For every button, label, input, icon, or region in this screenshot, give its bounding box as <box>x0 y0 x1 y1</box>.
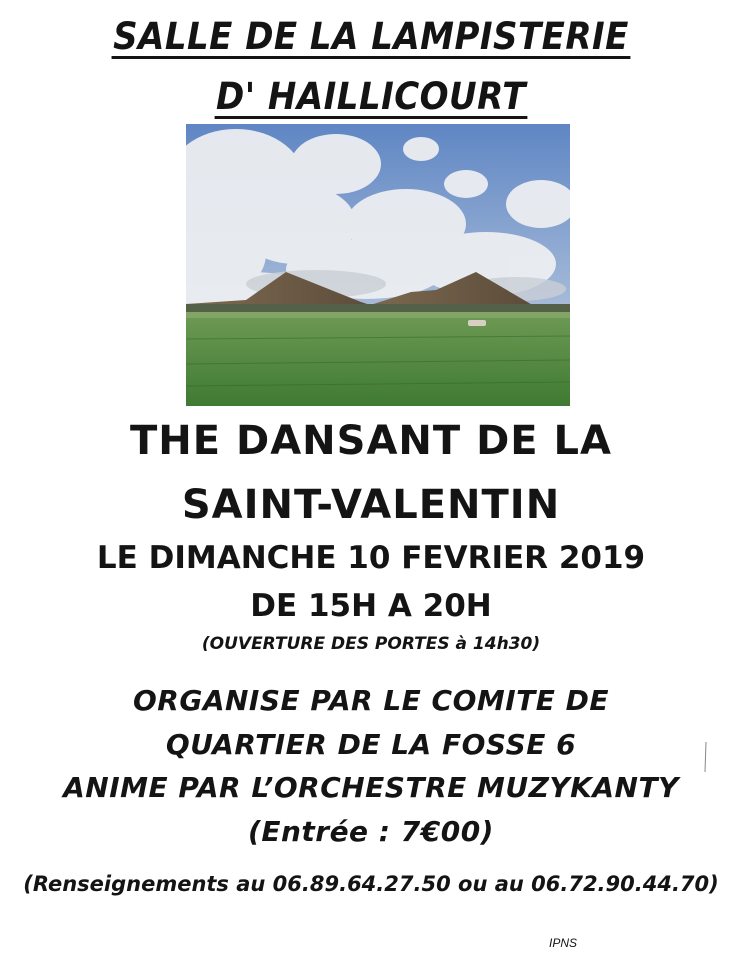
landscape-photo <box>186 124 570 406</box>
entry-price: (Entrée : 7€00) <box>248 815 494 848</box>
ipns-mark: IPNS <box>549 936 578 950</box>
doors-opening-time: (OUVERTURE DES PORTES à 14h30) <box>201 634 541 654</box>
venue-title-line-1 <box>30 15 713 59</box>
organizer-line-2: QUARTIER DE LA FOSSE 6 <box>165 728 577 761</box>
venue-title-text-2: D' HAILLICOURT <box>216 75 526 118</box>
event-title-line-2: SAINT-VALENTIN <box>181 482 561 528</box>
scan-artifact-mark <box>704 742 707 772</box>
event-title-line-1: THE DANSANT DE LA <box>130 418 612 464</box>
venue-title-line-2 <box>30 75 713 119</box>
landscape-photo-icon <box>186 124 570 406</box>
venue-title-text-1: SALLE DE LA LAMPISTERIE <box>113 15 629 58</box>
organizer-line-1: ORGANISE PAR LE COMITE DE <box>132 684 610 717</box>
event-hours: DE 15H A 20H <box>250 588 492 624</box>
event-date: LE DIMANCHE 10 FEVRIER 2019 <box>96 540 646 576</box>
orchestra-line: ANIME PAR L’ORCHESTRE MUZYKANTY <box>63 771 679 804</box>
contact-phone-numbers: (Renseignements au 06.89.64.27.50 ou au 06.72.90.44.70) <box>23 872 719 896</box>
